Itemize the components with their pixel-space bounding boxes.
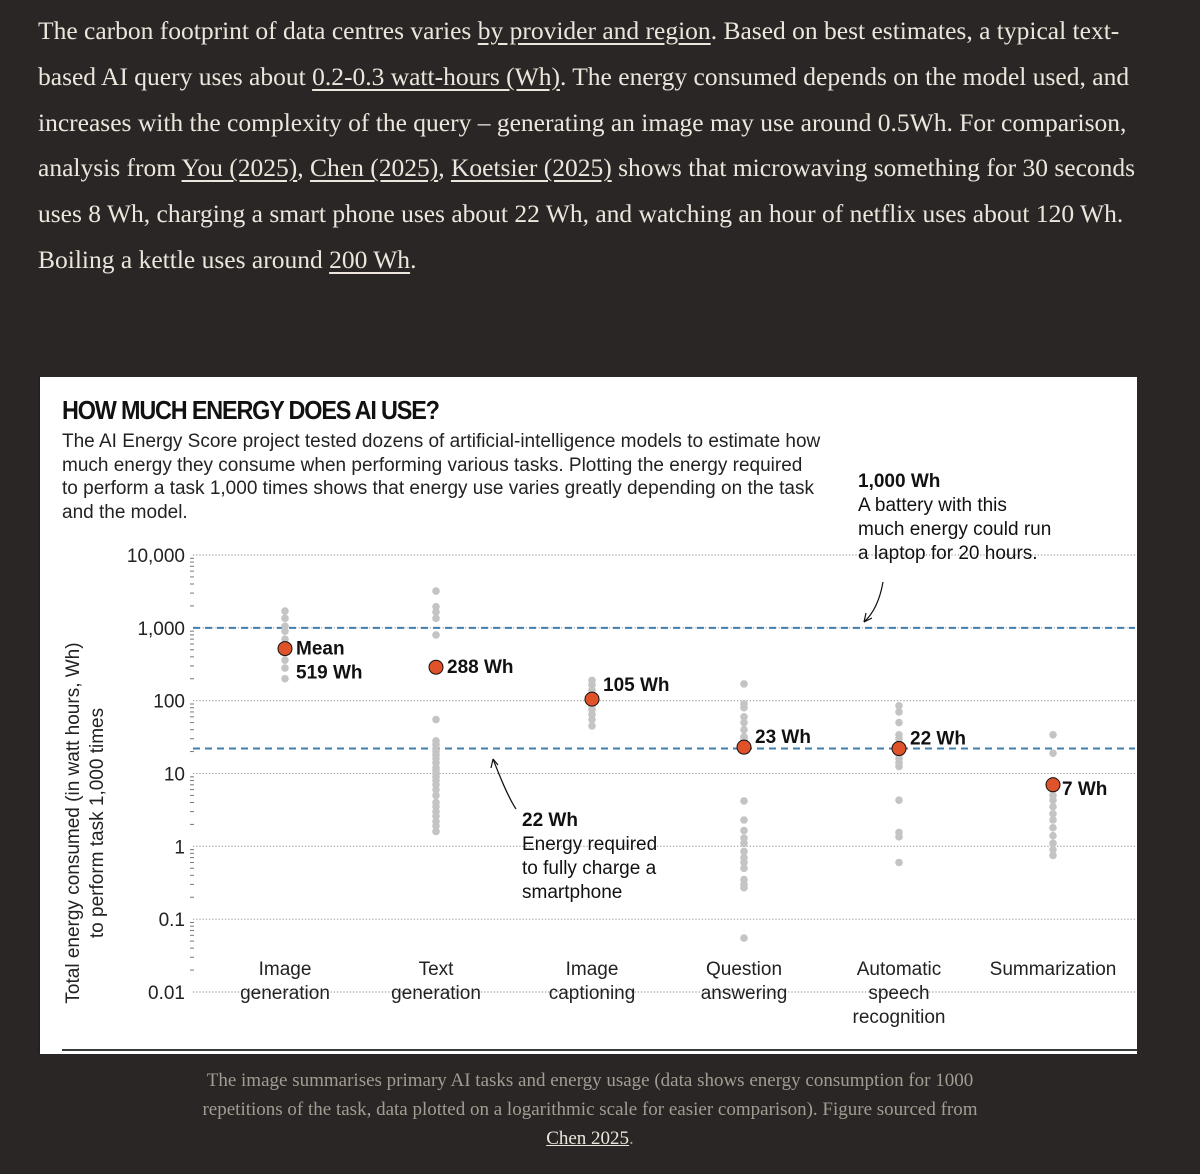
model-dot — [432, 716, 440, 724]
link-koetsier-2025[interactable]: Koetsier (2025) — [450, 153, 612, 183]
annotation-arrow — [493, 759, 516, 809]
energy-chart — [38, 377, 1137, 1054]
category-label: Automatic — [856, 959, 942, 980]
mean-dot — [278, 642, 292, 656]
mean-dot — [429, 660, 443, 674]
model-dot — [281, 607, 289, 615]
y-axis-title: to perform task 1,000 times — [87, 707, 108, 939]
paragraph-text: The carbon footprint of data centres varies — [38, 16, 478, 45]
model-dot — [432, 631, 440, 639]
model-dot — [1049, 816, 1057, 824]
reference-note: to fully charge a — [522, 858, 657, 879]
model-dot — [1049, 803, 1057, 811]
caption-text: The image summarises primary AI tasks and energy usage (data shows energy consumption for 1000 repetitions of the task, data plotted on a logarithmic scale for easier comparison). Figure sourced from — [202, 1070, 978, 1120]
model-dot — [1049, 731, 1057, 739]
category-label: answering — [700, 983, 788, 1004]
category-label: generation — [240, 983, 330, 1004]
reference-label: 1,000 Wh — [858, 471, 941, 492]
reference-note: smartphone — [522, 882, 623, 903]
model-dot — [1049, 749, 1057, 757]
y-tick-label: 0.1 — [158, 910, 185, 932]
model-dot — [281, 656, 289, 664]
model-dot — [895, 833, 903, 841]
model-dot — [740, 704, 748, 712]
figure-caption — [200, 1066, 980, 1153]
link-kettle-200wh[interactable]: 200 Wh — [329, 244, 411, 274]
reference-label: 22 Wh — [522, 810, 578, 831]
model-dot — [740, 884, 748, 892]
link-you-2025[interactable]: You (2025) — [181, 153, 298, 183]
mean-label: 519 Wh — [296, 662, 363, 684]
y-axis-title: Total energy consumed (in watt hours, Wh) — [63, 642, 84, 1004]
model-dot — [740, 934, 748, 942]
y-tick-label: 10 — [163, 764, 185, 786]
reference-note: Energy required — [522, 834, 658, 855]
mean-label: Mean — [296, 638, 345, 660]
paragraph-text: . The energy consumed depends on the model used, and increases with the complexity of the query – generating an image may use around 0.5Wh. For comparison, analysis from — [38, 61, 1130, 183]
model-dot — [1049, 852, 1057, 860]
link-chen-2025[interactable]: Chen (2025) — [310, 153, 439, 183]
figure-subtitle: The AI Energy Score project tested dozens of artificial-intelligence models to estimate how much energy they consume when performing various tasks. Plotting the energy required to perform a task 1,000 times shows that energy use varies greatly depending on the task and the model. — [62, 431, 821, 523]
model-dot — [740, 864, 748, 872]
reference-note: A battery with this — [858, 495, 1007, 516]
model-dot — [740, 680, 748, 688]
article-paragraph — [38, 8, 1168, 283]
y-tick-label: 100 — [153, 691, 185, 713]
y-tick-label: 0.01 — [148, 983, 185, 1004]
model-dot — [740, 797, 748, 805]
energy-figure — [38, 377, 1137, 1054]
figure-title: HOW MUCH ENERGY DOES AI USE? — [62, 395, 439, 425]
category-label: generation — [391, 983, 481, 1004]
category-label: Image — [565, 959, 619, 980]
model-dot — [281, 627, 289, 635]
model-dot — [740, 827, 748, 835]
model-dot — [740, 816, 748, 824]
mean-dot — [892, 742, 906, 756]
category-label: captioning — [548, 983, 636, 1004]
model-dot — [895, 796, 903, 804]
annotation-arrow — [864, 582, 883, 622]
y-tick-label: 10,000 — [126, 546, 185, 567]
paragraph-text: shows that microwaving something for 30 seconds uses 8 Wh, charging a smart phone uses about 22 Wh, and watching an hour of netflix uses about 120 Wh. Boiling a kettle uses around — [38, 153, 1136, 274]
model-dot — [281, 664, 289, 672]
reference-note: a laptop for 20 hours. — [858, 543, 1038, 564]
model-dot — [432, 792, 440, 800]
model-dot — [281, 675, 289, 683]
model-dot — [740, 719, 748, 727]
mean-label: 7 Wh — [1062, 778, 1108, 800]
paragraph-text: . — [410, 244, 417, 274]
model-dot — [1049, 832, 1057, 840]
figure-bottom-rule — [62, 1049, 1137, 1051]
link-chen-2025-caption[interactable]: Chen 2025 — [546, 1128, 630, 1149]
mean-dot — [737, 740, 751, 754]
category-label: recognition — [852, 1007, 946, 1028]
y-tick-label: 1 — [174, 837, 185, 859]
model-dot — [432, 615, 440, 623]
model-dot — [895, 719, 903, 727]
model-dot — [895, 708, 903, 716]
reference-note: much energy could run — [858, 519, 1052, 540]
link-watt-hours[interactable]: 0.2-0.3 watt-hours (Wh) — [312, 61, 560, 91]
category-label: Image — [258, 959, 312, 980]
mean-dot — [585, 692, 599, 706]
category-label: Text — [418, 959, 454, 980]
separator: , — [438, 153, 451, 183]
model-dot — [740, 726, 748, 734]
model-dot — [740, 840, 748, 848]
caption-end: . — [629, 1128, 634, 1149]
category-label: Summarization — [989, 959, 1117, 980]
model-dot — [1049, 824, 1057, 832]
model-dot — [895, 859, 903, 867]
mean-label: 288 Wh — [447, 657, 514, 679]
mean-label: 105 Wh — [603, 675, 670, 697]
separator: , — [297, 153, 311, 183]
link-provider-region[interactable]: by provider and region — [477, 16, 711, 45]
mean-dot — [1046, 778, 1060, 792]
paragraph-text: . Based on best estimates, a typical text-based AI query uses about — [38, 16, 1120, 91]
model-dot — [432, 828, 440, 836]
model-dot — [1049, 796, 1057, 804]
model-dot — [895, 763, 903, 771]
mean-label: 22 Wh — [910, 728, 966, 750]
category-label: Question — [705, 959, 783, 980]
model-dot — [281, 615, 289, 623]
y-tick-label: 1,000 — [137, 618, 185, 640]
model-dot — [588, 722, 596, 730]
category-label: speech — [868, 983, 930, 1004]
model-dot — [432, 587, 440, 595]
mean-label: 23 Wh — [755, 727, 811, 749]
